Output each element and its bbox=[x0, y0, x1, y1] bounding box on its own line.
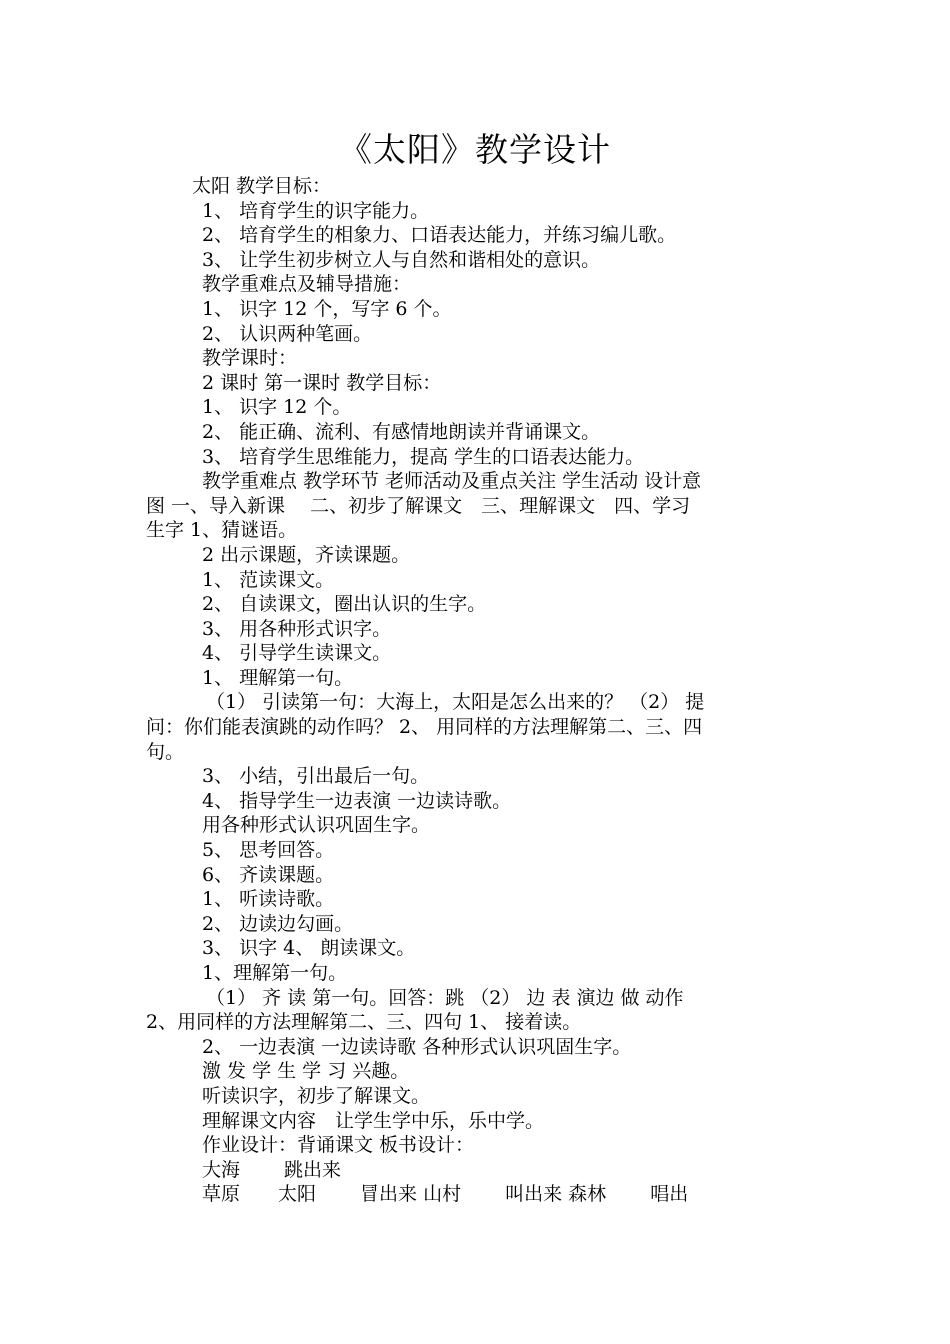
text-line: 2 课时 第一课时 教学目标： bbox=[202, 371, 442, 394]
text-line: 教学课时： bbox=[202, 347, 298, 370]
text-line: 2、 能正确、流利、有感情地朗读并背诵课文。 bbox=[202, 420, 601, 443]
board-design-line: 大海 跳出来 bbox=[202, 1158, 342, 1181]
text-line: 1、 理解第一句。 bbox=[202, 666, 354, 689]
objectives-heading: 太阳 教学目标： bbox=[192, 175, 332, 197]
text-line: 2、 一边表演 一边读诗歌 各种形式认识巩固生字。 bbox=[202, 1035, 632, 1058]
text-line: 作业设计：背诵课文 板书设计： bbox=[202, 1134, 475, 1157]
text-line: 2、 认识两种笔画。 bbox=[202, 322, 373, 345]
text-line: 用各种形式认识巩固生字。 bbox=[202, 814, 431, 837]
text-line: 听读识字，初步了解课文。 bbox=[202, 1084, 431, 1107]
text-line: 2、 边读边勾画。 bbox=[202, 912, 354, 935]
document-title: 《太阳》教学设计 bbox=[339, 130, 611, 169]
text-line: 4、 引导学生读课文。 bbox=[202, 642, 392, 665]
text-line: 句。 bbox=[146, 740, 185, 763]
text-line: 1、 范读课文。 bbox=[202, 568, 335, 591]
text-line: 理解课文内容 让学生学中乐，乐中学。 bbox=[202, 1109, 545, 1132]
text-line: 图 一、导入新课 二、初步了解课文 三、理解课文 四、学习 bbox=[146, 494, 691, 517]
text-line: 1、 培育学生的识字能力。 bbox=[202, 199, 430, 222]
board-design-line: 草原 太阳 冒出来 山村 叫出来 森林 唱出 bbox=[202, 1183, 689, 1206]
text-line: 2 出示课题，齐读课题。 bbox=[202, 543, 411, 566]
text-line: 教学重难点及辅导措施： bbox=[202, 273, 412, 296]
text-line: 6、 齐读课题。 bbox=[202, 863, 335, 886]
text-line: 3、 识字 4、 朗读课文。 bbox=[202, 937, 416, 960]
text-line: 5、 思考回答。 bbox=[202, 839, 335, 862]
text-line: 3、 用各种形式识字。 bbox=[202, 617, 392, 640]
text-line: 3、 培育学生思维能力，提高 学生的口语表达能力。 bbox=[202, 445, 645, 468]
text-line: （1） 齐 读 第一句。回答：跳 （2） 边 表 演边 做 动作 bbox=[206, 986, 684, 1009]
text-line: （1） 引读第一句：大海上，太阳是怎么出来的？ （2） 提 bbox=[206, 691, 705, 714]
text-line: 2、 自读课文，圈出认识的生字。 bbox=[202, 593, 487, 616]
text-line: 教学重难点 教学环节 老师活动及重点关注 学生活动 设计意 bbox=[202, 470, 702, 493]
text-line: 1、理解第一句。 bbox=[202, 962, 348, 984]
text-line: 4、 指导学生一边表演 一边读诗歌。 bbox=[202, 789, 512, 812]
text-line: 1、 识字 12 个。 bbox=[202, 396, 352, 419]
text-line: 生字 1、猜谜语。 bbox=[146, 519, 298, 542]
text-line: 问：你们能表演跳的动作吗？ 2、 用同样的方法理解第二、三、四 bbox=[146, 716, 703, 739]
document-body bbox=[146, 174, 806, 1207]
text-line: 2、 培育学生的相象力、口语表达能力，并练习编儿歌。 bbox=[202, 224, 677, 247]
text-line: 3、 让学生初步树立人与自然和谐相处的意识。 bbox=[202, 248, 601, 271]
text-line: 3、 小结，引出最后一句。 bbox=[202, 765, 430, 788]
text-line: 1、 听读诗歌。 bbox=[202, 888, 335, 911]
text-line: 1、 识字 12 个，写字 6 个。 bbox=[202, 297, 452, 320]
text-line: 2、用同样的方法理解第二、三、四句 1、 接着读。 bbox=[146, 1011, 582, 1034]
text-line: 激 发 学 生 学 习 兴趣。 bbox=[202, 1060, 410, 1083]
